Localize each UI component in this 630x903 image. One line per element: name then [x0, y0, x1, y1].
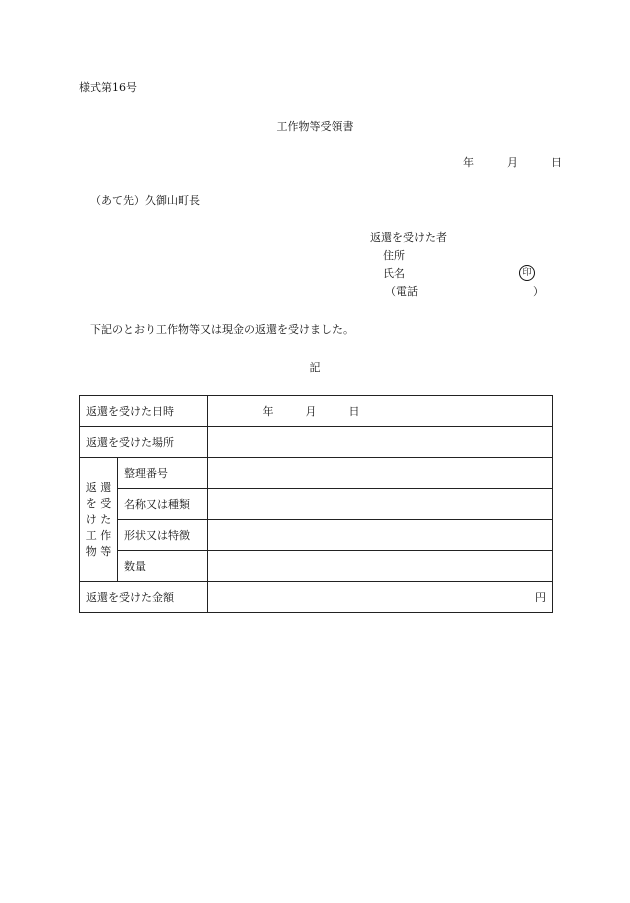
month-label: 月	[507, 156, 518, 169]
table-row	[80, 489, 553, 520]
seal-mark: 印	[519, 265, 535, 281]
quantity-label: 数量	[118, 551, 208, 582]
receipt-table	[79, 395, 553, 613]
group-label-line: を 受	[85, 496, 112, 510]
return-date-cell[interactable]	[208, 396, 553, 427]
shape-or-feature-cell[interactable]	[208, 520, 553, 551]
document-title: 工作物等受領書	[276, 120, 354, 133]
table-row	[80, 427, 553, 458]
table-day-label: 日	[348, 405, 360, 418]
phone-label: （電話	[385, 285, 418, 298]
table-row	[80, 582, 553, 613]
phone-close-paren: ）	[533, 285, 544, 298]
table-row	[80, 551, 553, 582]
group-label-line: け た	[85, 512, 112, 526]
year-label: 年	[463, 156, 474, 169]
name-or-type-cell[interactable]	[208, 489, 553, 520]
returned-items-group-label	[80, 458, 118, 582]
address-label: 住所	[383, 249, 405, 262]
table-row	[80, 458, 553, 489]
serial-number-cell[interactable]	[208, 458, 553, 489]
serial-number-label: 整理番号	[118, 458, 208, 489]
form-number: 様式第16号	[79, 81, 137, 94]
returner-heading: 返還を受けた者	[370, 231, 447, 244]
group-label-line: 工 作	[85, 528, 112, 542]
group-label-line: 物 等	[85, 544, 112, 558]
shape-or-feature-label: 形状又は特徴	[118, 520, 208, 551]
ki-heading: 記	[309, 361, 321, 374]
table-month-label: 月	[305, 405, 317, 418]
yen-unit: 円	[535, 591, 546, 604]
return-place-label: 返還を受けた場所	[80, 427, 208, 458]
day-label: 日	[551, 156, 562, 169]
name-label: 氏名	[383, 267, 405, 280]
amount-label: 返還を受けた金額	[80, 582, 208, 613]
table-year-label: 年	[262, 405, 274, 418]
amount-cell[interactable]	[208, 582, 553, 613]
group-label-line: 返 還	[85, 480, 112, 494]
addressee: （あて先）久御山町長	[90, 194, 200, 207]
return-place-cell[interactable]	[208, 427, 553, 458]
table-row	[80, 396, 553, 427]
name-or-type-label: 名称又は種類	[118, 489, 208, 520]
table-row	[80, 520, 553, 551]
quantity-cell[interactable]	[208, 551, 553, 582]
statement: 下記のとおり工作物等又は現金の返還を受けました。	[90, 323, 354, 336]
return-date-label: 返還を受けた日時	[80, 396, 208, 427]
date-line	[463, 157, 562, 168]
